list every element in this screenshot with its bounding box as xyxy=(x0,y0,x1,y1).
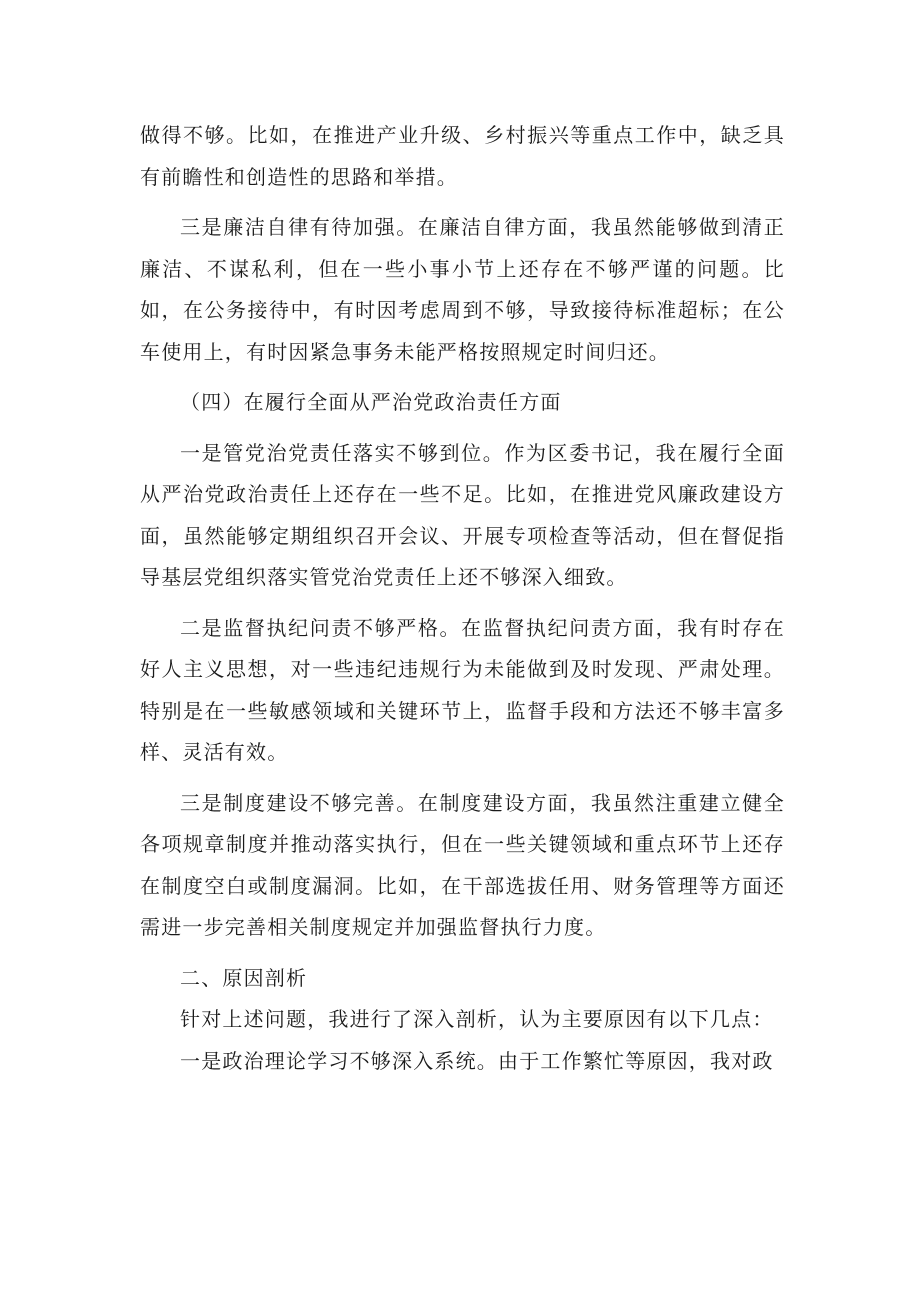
paragraph-integrity: 三是廉洁自律有待加强。在廉洁自律方面，我虽然能够做到清正廉洁、不谋私利，但在一些小事小节上还存在不够严谨的问题。比如，在公务接待中，有时因考虑周到不够，导致接待标准超标；在公车使用上，有时因紧急事务未能严格按照规定时间归还。 xyxy=(140,215,785,364)
paragraph-responsibility: 一是管党治党责任落实不够到位。作为区委书记，我在履行全面从严治党政治责任上还存在一些不足。比如，在推进党风廉政建设方面，虽然能够定期组织召开会议、开展专项检查等活动，但在督促指导基层党组织落实管党治党责任上还不够深入细致。 xyxy=(140,440,785,589)
paragraph-analysis-intro: 针对上述问题，我进行了深入剖析，认为主要原因有以下几点： xyxy=(180,1007,774,1031)
document-body xyxy=(140,115,785,1082)
paragraph-system-building: 三是制度建设不够完善。在制度建设方面，我虽然注重建立健全各项规章制度并推动落实执行，但在一些关键领域和重点环节上还存在制度空白或制度漏洞。比如，在干部选拔任用、财务管理等方面还需进一步完善相关制度规定并加强监督执行力度。 xyxy=(140,790,785,939)
section-heading-four: （四）在履行全面从严治党政治责任方面 xyxy=(180,390,562,414)
paragraph-continuation: 做得不够。比如，在推进产业升级、乡村振兴等重点工作中，缺乏具有前瞻性和创造性的思路和举措。 xyxy=(140,123,785,189)
paragraph-supervision: 二是监督执纪问责不够严格。在监督执纪问责方面，我有时存在好人主义思想，对一些违纪违规行为未能做到及时发现、严肃处理。特别是在一些敏感领域和关键环节上，监督手段和方法还不够丰富多样、灵活有效。 xyxy=(140,615,785,764)
paragraph-theory-study: 一是政治理论学习不够深入系统。由于工作繁忙等原因，我对政 xyxy=(180,1048,774,1073)
section-heading-cause-analysis: 二、原因剖析 xyxy=(180,965,308,990)
